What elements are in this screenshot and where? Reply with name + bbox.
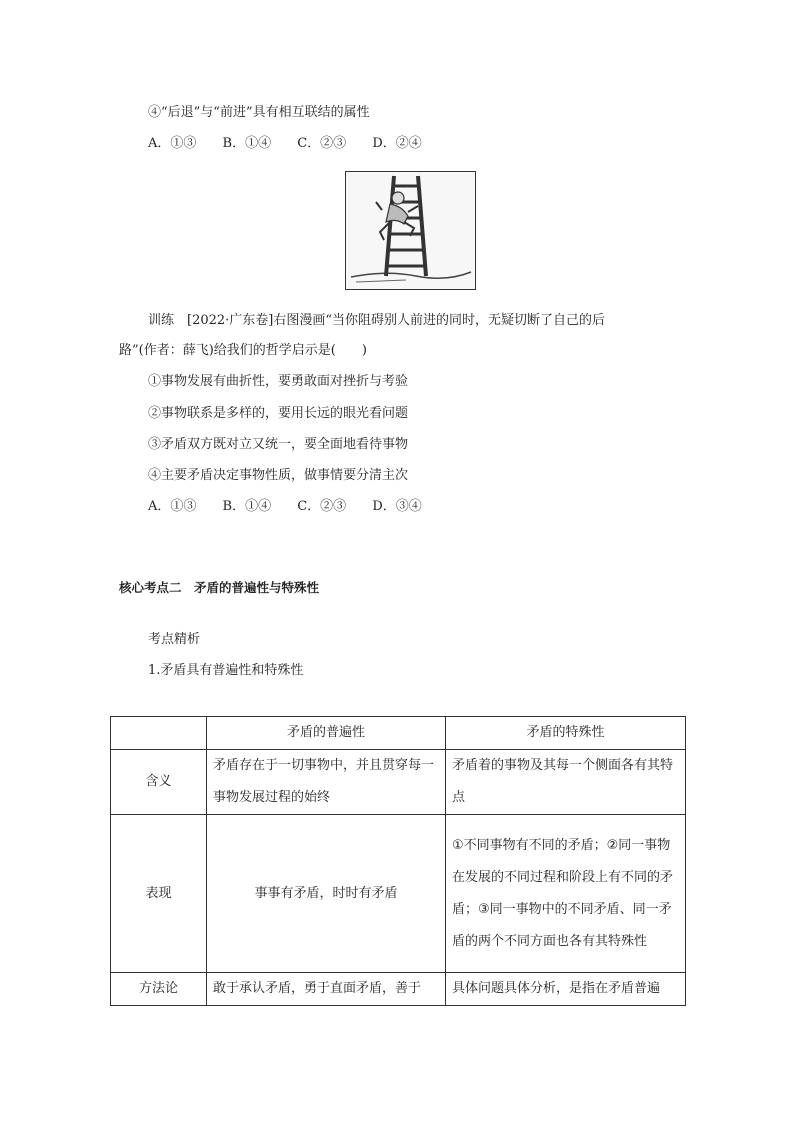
table-cell-label: 表现: [111, 815, 207, 973]
option-c[interactable]: C．②③: [297, 136, 347, 151]
table-header-row: [111, 717, 686, 750]
table-row: [111, 750, 686, 815]
training-stem-line1: 训练 [2022·广东卷]右图漫画“当你阻碍别人前进的同时，无疑切断了自己的后: [148, 313, 606, 328]
table-header-cell: 矛盾的普遍性: [207, 717, 446, 750]
section-title: 核心考点二 矛盾的普遍性与特殊性: [119, 580, 320, 595]
training-options: [148, 497, 444, 517]
option-d[interactable]: D．③④: [372, 499, 422, 514]
ladder-cartoon-illustration: [346, 172, 475, 289]
option-a[interactable]: A．①③: [148, 136, 197, 151]
table-cell: 敢于承认矛盾，勇于直面矛盾，善于: [207, 973, 446, 1006]
table-row: [111, 815, 686, 973]
question-item-4: ④“后退”与“前进”具有相互联结的属性: [148, 105, 370, 120]
option-c[interactable]: C．②③: [297, 499, 347, 514]
training-item-1: ①事物发展有曲折性，要勇敢面对挫折与考验: [148, 374, 409, 389]
cartoon-figure: [345, 171, 476, 290]
table-cell: 矛盾着的事物及其每一个侧面各有其特点: [446, 750, 686, 815]
section-subtitle: 考点精析: [148, 632, 201, 647]
training-item-4: ④主要矛盾决定事物性质，做事情要分清主次: [148, 468, 409, 483]
prev-options: [148, 134, 444, 154]
option-b[interactable]: B．①④: [222, 499, 272, 514]
option-b[interactable]: B．①④: [222, 136, 272, 151]
table-cell-label: 含义: [111, 750, 207, 815]
table-cell: ①不同事物有不同的矛盾；②同一事物在发展的不同过程和阶段上有不同的矛盾；③同一事物中的不同矛盾、同一矛盾的两个不同方面也各有其特殊性: [446, 815, 686, 973]
table-cell: 事事有矛盾，时时有矛盾: [207, 815, 446, 973]
table-row: [111, 973, 686, 1006]
training-item-3: ③矛盾双方既对立又统一，要全面地看待事物: [148, 437, 409, 452]
option-a[interactable]: A．①③: [148, 499, 197, 514]
training-stem-line2: 路”(作者：薛飞)给我们的哲学启示是( ): [119, 343, 367, 358]
table-cell-label: 方法论: [111, 973, 207, 1006]
table-cell: 矛盾存在于一切事物中，并且贯穿每一事物发展过程的始终: [207, 750, 446, 815]
training-item-2: ②事物联系是多样的，要用长远的眼光看问题: [148, 406, 409, 421]
table-cell: 具体问题具体分析，是指在矛盾普遍: [446, 973, 686, 1006]
table-header-cell: 矛盾的特殊性: [446, 717, 686, 750]
option-d[interactable]: D．②④: [372, 136, 422, 151]
comparison-table: [110, 716, 686, 1006]
point-heading: 1.矛盾具有普遍性和特殊性: [148, 663, 304, 678]
table-header-cell: [111, 717, 207, 750]
